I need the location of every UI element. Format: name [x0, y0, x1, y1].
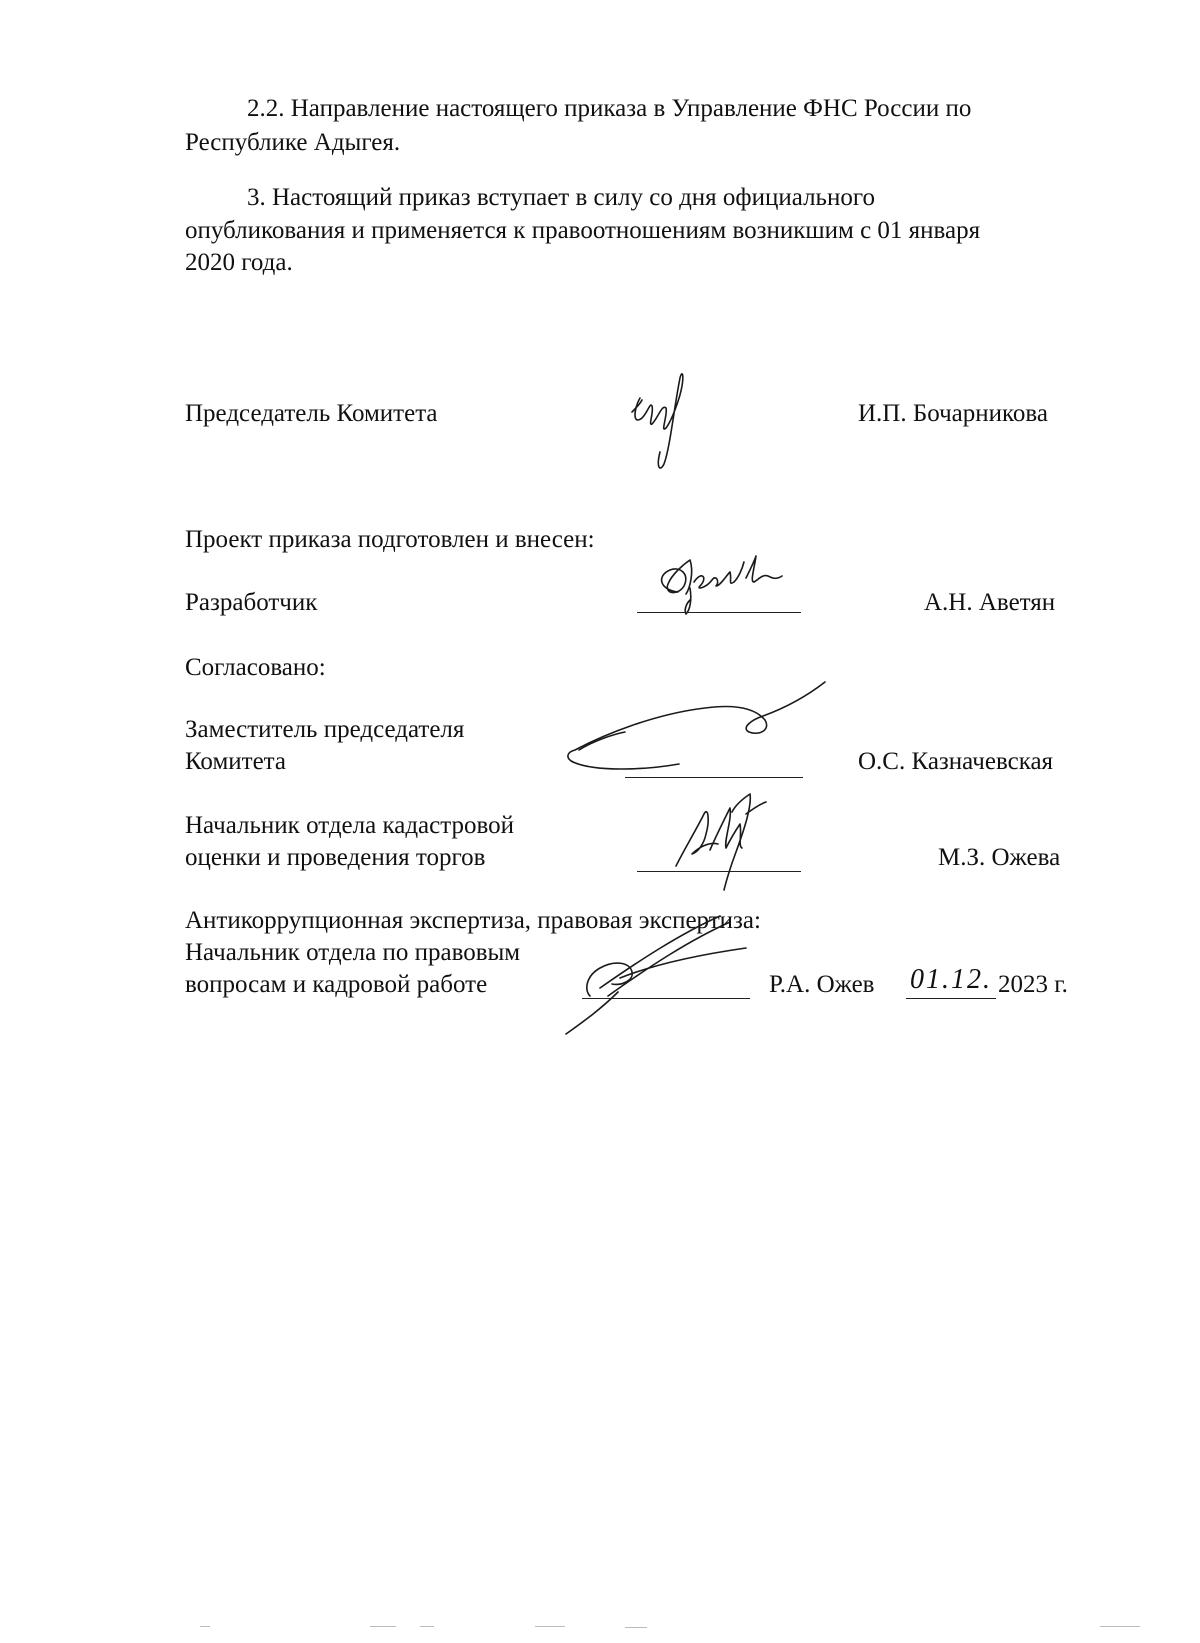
- deputy-position-line2: Комитета: [185, 748, 287, 775]
- approval-heading: Согласовано:: [185, 654, 326, 681]
- clause-2-2: [185, 93, 1075, 124]
- scan-speck: [1100, 1626, 1140, 1627]
- deputy-position-line1: Заместитель председателя: [185, 716, 465, 743]
- scan-speck: [420, 1626, 434, 1627]
- clause-3-line1-block: [185, 182, 1075, 213]
- scan-speck: [200, 1626, 210, 1627]
- handwritten-date: 01.12.: [910, 964, 992, 995]
- deputy-name: О.С. Казначевская: [858, 748, 1054, 775]
- developer-name: А.Н. Аветян: [924, 589, 1056, 616]
- clause-3-line2-block: [185, 215, 1075, 246]
- clause-2-2-line1: 2.2. Направление настоящего приказа в Управление ФНС России по: [247, 95, 972, 122]
- project-heading: Проект приказа подготовлен и внесен:: [185, 526, 595, 553]
- developer-signature: [650, 552, 800, 642]
- developer-signature-line: [637, 612, 801, 613]
- expertise-signature: [560, 900, 800, 1040]
- date-underline: [906, 998, 996, 999]
- clause-2-2-line2: Республике Адыгея.: [185, 129, 401, 156]
- expertise-name: Р.А. Ожев: [769, 971, 875, 998]
- expertise-position-line1: Начальник отдела по правовым: [185, 939, 521, 966]
- cadastral-signature: [670, 790, 780, 900]
- expertise-year: 2023 г.: [998, 971, 1068, 998]
- expertise-heading: Антикоррупционная экспертиза, правовая экспертиза:: [185, 907, 761, 934]
- cadastral-signature-line: [637, 871, 801, 872]
- scan-speck: [625, 1627, 647, 1628]
- clause-3-line3: 2020 года.: [185, 249, 293, 276]
- cadastral-position-line1: Начальник отдела кадастровой: [185, 812, 514, 839]
- chairman-name: И.П. Бочарникова: [858, 400, 1048, 427]
- chairman-signature: [630, 368, 710, 478]
- clause-3-line2: опубликования и применяется к правоотношениям возникшим с 01 января: [185, 217, 981, 244]
- deputy-signature: [565, 676, 835, 786]
- chairman-position: Председатель Комитета: [185, 400, 438, 427]
- cadastral-position-line2: оценки и проведения торгов: [185, 844, 486, 871]
- scan-speck: [370, 1626, 396, 1627]
- expertise-signature-line: [582, 998, 750, 999]
- scan-speck: [535, 1626, 565, 1627]
- deputy-signature-line: [625, 777, 803, 778]
- developer-position: Разработчик: [185, 589, 318, 616]
- expertise-position-line2: вопросам и кадровой работе: [185, 971, 488, 998]
- clause-3-line1: 3. Настоящий приказ вступает в силу со дня официального: [247, 184, 875, 211]
- cadastral-name: М.З. Ожева: [938, 844, 1061, 871]
